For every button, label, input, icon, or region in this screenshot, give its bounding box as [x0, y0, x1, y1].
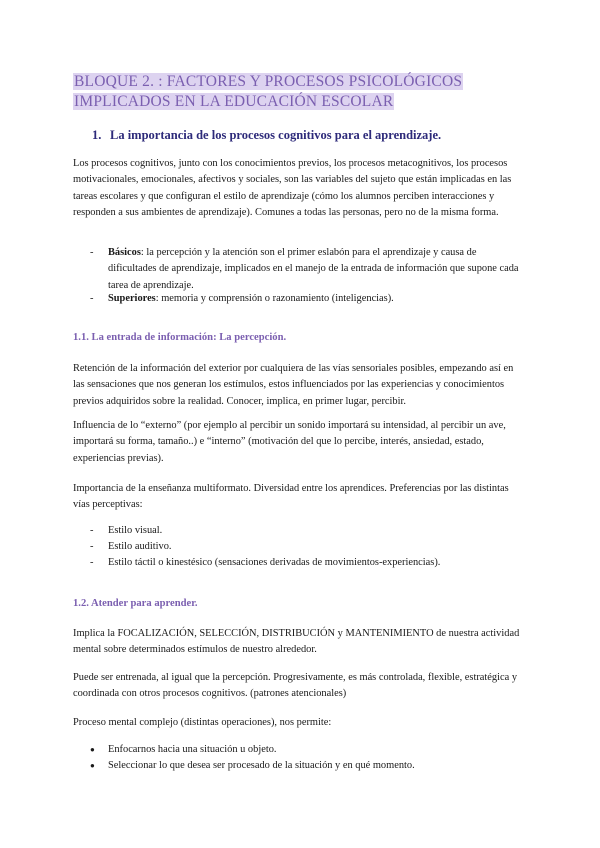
- section-1-2-paragraph-2: Puede ser entrenada, al igual que la percepción. Progresivamente, es más controlada, flexible, estratégica y coordinada con otros procesos cognitivos. (patrones atencionales): [73, 672, 518, 700]
- section-1-2-bullet-enfocarnos: [90, 742, 520, 758]
- section-1-heading-text: La importancia de los procesos cognitivos para el aprendizaje.: [110, 128, 442, 142]
- p1-suffix: de nuestra actividad mental sobre determinados estímulos de nuestro alrededor.: [73, 628, 520, 656]
- bullet-dash: -: [90, 293, 94, 304]
- section-1-2-bullet-seleccionar: [90, 758, 520, 774]
- bullet-dash: -: [90, 541, 94, 552]
- p1-caps: FOCALIZACIÓN, SELECCIÓN, DISTRIBUCIÓN: [117, 628, 336, 639]
- section-1-1-bullet-tactil: [90, 555, 520, 571]
- bullet-dash: -: [90, 525, 94, 536]
- bullet-term: Superiores: [108, 293, 156, 304]
- bullet-text: Estilo auditivo.: [108, 541, 172, 552]
- section-1-2-paragraph-3: Proceso mental complejo (distintas operaciones), nos permite:: [73, 717, 332, 728]
- bullet-dot-icon: ●: [90, 761, 95, 770]
- section-1-2-heading: 1.2. Atender para aprender.: [73, 598, 198, 609]
- bullet-dot-icon: ●: [90, 745, 95, 754]
- bullet-dash: -: [90, 247, 94, 258]
- bullet-text: : memoria y comprensión o razonamiento (inteligencias).: [155, 293, 394, 304]
- section-1-2-paragraph-1: [73, 626, 525, 659]
- p1-caps-2: MANTENIMIENTO: [345, 628, 434, 639]
- title-line-2: IMPLICADOS EN LA EDUCACIÓN ESCOLAR: [74, 93, 394, 110]
- section-1-bullet-basicos: [90, 245, 520, 294]
- bullet-text: Seleccionar lo que desea ser procesado de la situación y en qué momento.: [108, 760, 415, 771]
- section-1-heading: [92, 128, 441, 143]
- section-1-1-bullet-visual: [90, 523, 520, 539]
- bullet-text: : la percepción y la atención son el primer eslabón para el aprendizaje y causa de dificultades de aprendizaje, implicados en el manejo de la entrada de información que supone cada tarea de aprendizaje.: [108, 247, 519, 291]
- section-1-1-bullet-auditivo: [90, 539, 520, 555]
- bullet-dash: -: [90, 557, 94, 568]
- section-1-1-paragraph-2: Influencia de lo “externo” (por ejemplo al percibir un sonido importará su intensidad, al percibir un ave, importará su forma, tamaño..) e “interno” (motivación del que lo percibe, interés, ansiedad, estado, experiencias previas).: [73, 420, 506, 464]
- section-1-1-heading: 1.1. La entrada de información: La percepción.: [73, 332, 287, 343]
- bullet-term: Básicos: [108, 247, 141, 258]
- p1-mid: y: [335, 628, 346, 639]
- bullet-text: Estilo táctil o kinestésico (sensaciones derivadas de movimientos-experiencias).: [108, 557, 441, 568]
- section-1-paragraph: Los procesos cognitivos, junto con los conocimientos previos, los procesos metacognitivos, los procesos motivacionales, emocionales, afectivos y sociales, son las variables del sujeto que están implicadas en las tareas escolares y que configuran el estilo de aprendizaje (cómo los alumnos perciben interacciones y responden a sus ambientes de aprendizaje). Comunes a todas las personas, pero no de la misma forma.: [73, 158, 512, 218]
- title-line-1: BLOQUE 2. : FACTORES Y PROCESOS PSICOLÓGICOS: [74, 73, 463, 90]
- p1-prefix: Implica la: [73, 628, 118, 639]
- section-1-1-paragraph-3: Importancia de la enseñanza multiformato. Diversidad entre los aprendices. Preferencias por las distintas vías perceptivas:: [73, 483, 509, 511]
- document-title: [73, 72, 533, 112]
- bullet-text: Enfocarnos hacia una situación u objeto.: [108, 744, 277, 755]
- section-1-number: 1.: [92, 128, 102, 142]
- bullet-text: Estilo visual.: [108, 525, 163, 536]
- section-1-1-paragraph-1: Retención de la información del exterior por cualquiera de las vías sensoriales posibles, empezando así en las sensaciones que nos generan los estímulos, estos influenciados por las experiencias y conocimientos previos adquiridos sobre la realidad. Conocer, implica, en primer lugar, percibir.: [73, 363, 514, 407]
- section-1-bullet-superiores: [90, 291, 520, 307]
